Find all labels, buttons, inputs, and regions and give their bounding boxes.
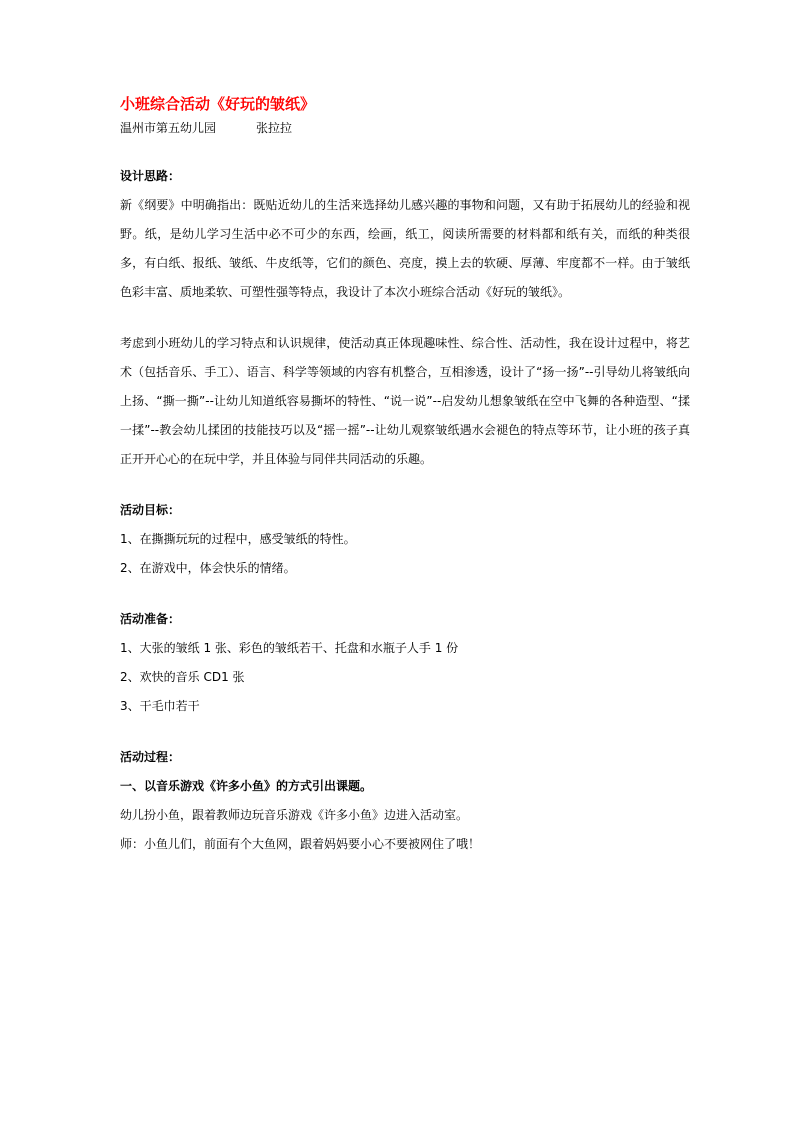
- preparation-heading: 活动准备：: [120, 612, 181, 626]
- preparation-item: 2、欢快的音乐 CD1 张: [120, 670, 245, 684]
- process-line: 师：小鱼儿们，前面有个大鱼网，跟着妈妈要小心不要被网住了哦！: [120, 837, 481, 851]
- document-title: 小班综合活动《好玩的皱纸》: [120, 95, 316, 113]
- preparation-item: 3、干毛巾若干: [120, 699, 200, 713]
- goal-item: 2、在游戏中，体会快乐的情绪。: [120, 561, 296, 575]
- process-heading: 活动过程：: [120, 750, 181, 764]
- preparation-item: 1、大张的皱纸 1 张、彩色的皱纸若干、托盘和水瓶子人手 1 份: [120, 641, 459, 655]
- spacer: [120, 307, 690, 329]
- author-line: [120, 116, 690, 140]
- school-name: 温州市第五幼儿园: [120, 121, 217, 135]
- design-paragraph-1: 新《纲要》中明确指出：既贴近幼儿的生活来选择幼儿感兴趣的事物和问题，又有助于拓展幼儿的经验和视野。纸，是幼儿学习生活中必不可少的东西，绘画，纸工，阅读所需要的材料都和纸有关，而纸的种类很多，有白纸、报纸、皱纸、牛皮纸等，它们的颜色、亮度，摸上去的软硬、厚薄、牢度都不一样。由于皱纸色彩丰富、质地柔软、可塑性强等特点，我设计了本次小班综合活动《好玩的皱纸》。: [120, 198, 690, 299]
- document-page: [120, 92, 690, 859]
- spacer: [120, 721, 690, 743]
- goals-heading: 活动目标：: [120, 503, 181, 517]
- spacer: [120, 474, 690, 496]
- process-line: 幼儿扮小鱼，跟着教师边玩音乐游戏《许多小鱼》边进入活动室。: [120, 808, 469, 822]
- process-step-title: 一、以音乐游戏《许多小鱼》的方式引出课题。: [120, 779, 373, 793]
- design-paragraph-2: 考虑到小班幼儿的学习特点和认识规律，使活动真正体现趣味性、综合性、活动性，我在设计过程中，将艺术（包括音乐、手工）、语言、科学等领域的内容有机整合，互相渗透，设计了“扬一扬”--引导幼儿将皱纸向上扬、“撕一撕”--让幼儿知道纸容易撕坏的特性、“说一说”--启发幼儿想象皱纸在空中飞舞的各种造型、“揉一揉”--教会幼儿揉团的技能技巧以及“摇一摇”--让幼儿观察皱纸遇水会褪色的特点等环节，让小班的孩子真正开开心心的在玩中学，并且体验与同伴共同活动的乐趣。: [120, 336, 690, 466]
- spacer: [120, 583, 690, 605]
- goal-item: 1、在撕撕玩玩的过程中，感受皱纸的特性。: [120, 532, 356, 546]
- design-heading: 设计思路：: [120, 169, 181, 183]
- spacer: [120, 140, 690, 162]
- author-name: 张拉拉: [256, 121, 293, 135]
